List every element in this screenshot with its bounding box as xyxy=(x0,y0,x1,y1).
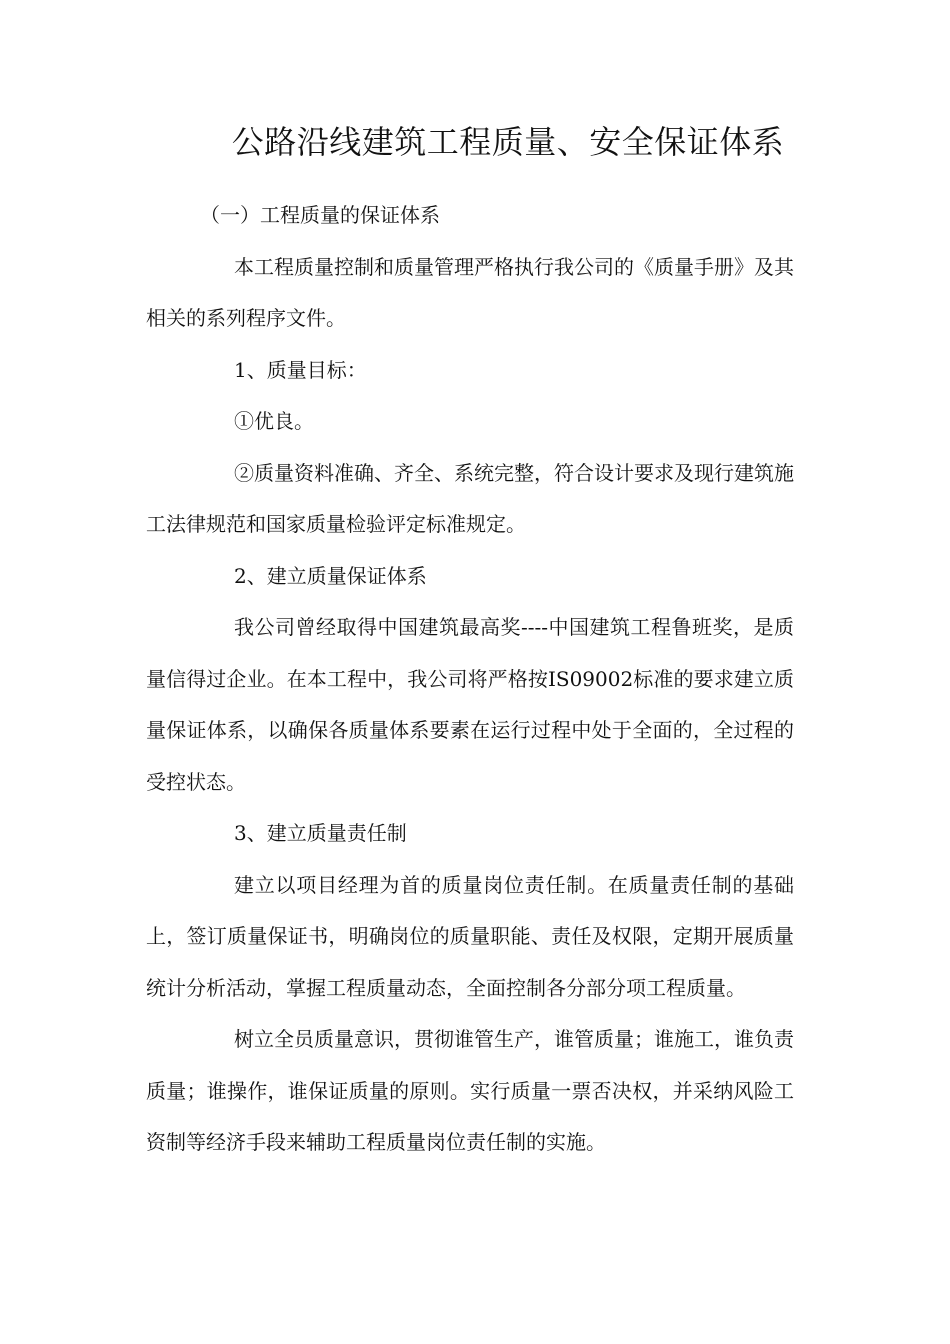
subheading-build-quality-system: 2、建立质量保证体系 xyxy=(234,563,427,588)
subheading-quality-target: 1、质量目标： xyxy=(234,357,367,382)
paragraph-responsibility: 建立以项目经理为首的质量岗位责任制。在质量责任制的基础上，签订质量保证书，明确岗位的质量职能、责任及权限，定期开展质量统计分析活动，掌握工程质量动态，全面控制各分部分项工程质量。 xyxy=(146,872,794,1000)
section-heading-quality-system: （一）工程质量的保证体系 xyxy=(200,203,440,227)
paragraph-intro: 本工程质量控制和质量管理严格执行我公司的《质量手册》及其相关的系列程序文件。 xyxy=(146,254,794,330)
subheading-responsibility-system: 3、建立质量责任制 xyxy=(234,821,407,845)
paragraph-awareness: 树立全员质量意识，贯彻谁管生产，谁管质量；谁施工，谁负责质量；谁操作，谁保证质量的原则。实行质量一票否决权，并采纳风险工资制等经济手段来辅助工程质量岗位责任制的实施。 xyxy=(146,1027,794,1154)
list-item-excellent: ①优良。 xyxy=(234,409,314,433)
list-item-documentation: ②质量资料准确、齐全、系统完整，符合设计要求及现行建筑施工法律规范和国家质量检验评定标准规定。 xyxy=(146,460,794,536)
document-title: 公路沿线建筑工程质量、安全保证体系 xyxy=(231,123,785,161)
document-body xyxy=(146,190,794,1169)
paragraph-company-award: 我公司曾经取得中国建筑最高奖----中国建筑工程鲁班奖，是质量信得过企业。在本工程中，我公司将严格按IS09002标准的要求建立质量保证体系，以确保各质量体系要素在运行过程中处于全面的，全过程的受控状态。 xyxy=(146,615,794,794)
